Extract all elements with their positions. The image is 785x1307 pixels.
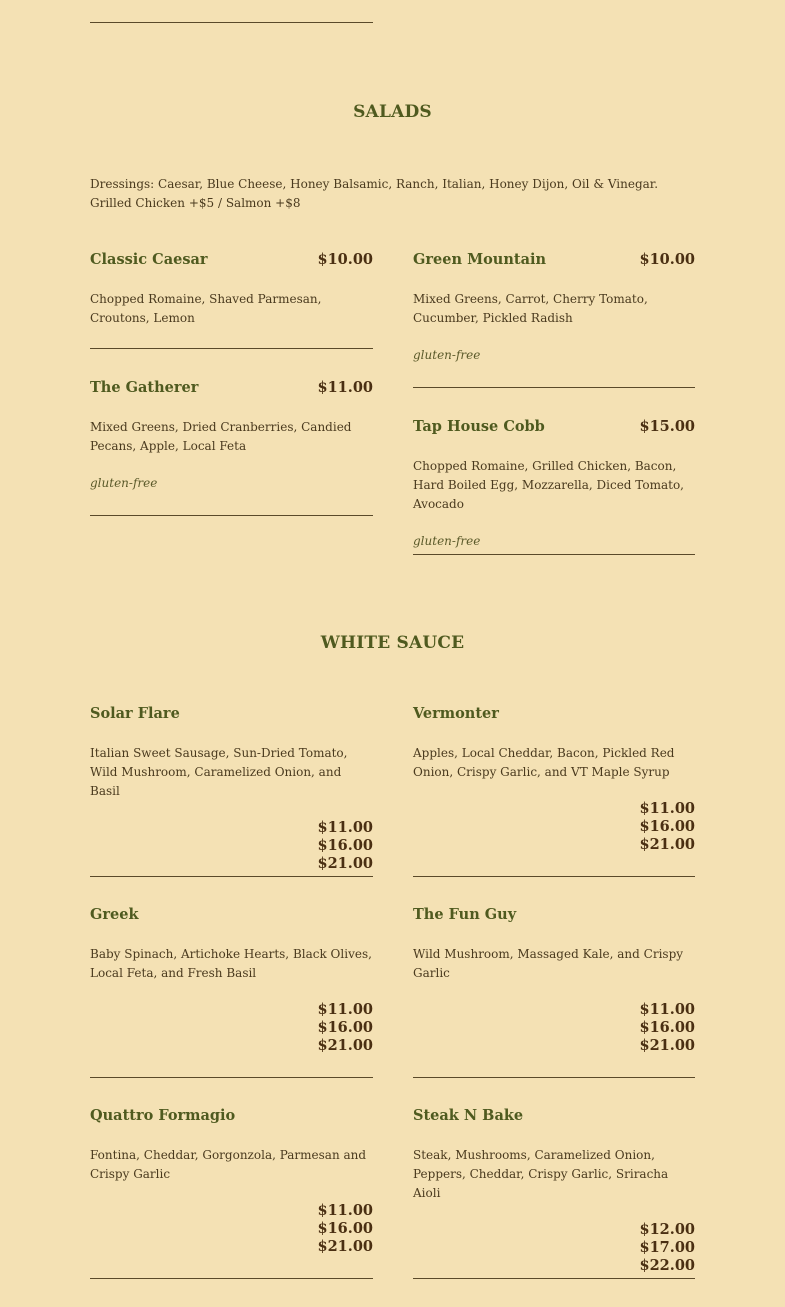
item-name: Solar Flare bbox=[90, 705, 180, 722]
menu-item-steak-n-bake bbox=[413, 1107, 695, 1275]
item-name: Green Mountain bbox=[413, 251, 547, 268]
item-divider bbox=[413, 554, 695, 555]
item-divider bbox=[413, 1077, 695, 1078]
item-description: Chopped Romaine, Grilled Chicken, Bacon, Hard Boiled Egg, Mozzarella, Diced Tomato, Avocado bbox=[413, 459, 684, 511]
size-prices bbox=[90, 1001, 373, 1055]
price-small: $11.00 bbox=[317, 819, 373, 836]
price-large: $21.00 bbox=[317, 1037, 373, 1054]
menu-item-the-fun-guy bbox=[413, 906, 695, 1055]
item-price: $15.00 bbox=[639, 418, 695, 435]
item-divider bbox=[413, 876, 695, 877]
price-large: $21.00 bbox=[317, 855, 373, 872]
price-large: $21.00 bbox=[639, 836, 695, 853]
item-name: Steak N Bake bbox=[413, 1107, 524, 1124]
price-medium: $17.00 bbox=[639, 1239, 695, 1256]
section-title-white-sauce: WHITE SAUCE bbox=[320, 633, 465, 653]
size-prices bbox=[90, 1202, 373, 1256]
price-medium: $16.00 bbox=[317, 1019, 373, 1036]
size-prices bbox=[413, 800, 695, 854]
item-divider bbox=[90, 1077, 373, 1078]
price-large: $21.00 bbox=[317, 1238, 373, 1255]
price-small: $11.00 bbox=[639, 800, 695, 817]
price-large: $21.00 bbox=[639, 1037, 695, 1054]
menu-item-solar-flare bbox=[90, 705, 373, 873]
item-divider bbox=[90, 515, 373, 516]
item-description: Fontina, Cheddar, Gorgonzola, Parmesan and Crispy Garlic bbox=[90, 1148, 367, 1181]
item-divider bbox=[90, 348, 373, 349]
menu-item-vermonter bbox=[413, 705, 695, 854]
item-name: Quattro Formagio bbox=[90, 1107, 236, 1124]
section-title-salads: SALADS bbox=[353, 102, 432, 122]
size-prices bbox=[413, 1221, 695, 1275]
item-name: Vermonter bbox=[413, 705, 499, 722]
dressings-note: Dressings: Caesar, Blue Cheese, Honey Balsamic, Ranch, Italian, Honey Dijon, Oil & Vinegar. Grilled Chicken +$5 / Salmon +$8 bbox=[90, 177, 659, 210]
item-name: Classic Caesar bbox=[90, 251, 208, 268]
item-price: $10.00 bbox=[317, 251, 373, 268]
price-small: $11.00 bbox=[317, 1202, 373, 1219]
size-prices bbox=[90, 819, 373, 873]
item-description: Baby Spinach, Artichoke Hearts, Black Olives, Local Feta, and Fresh Basil bbox=[90, 947, 372, 980]
menu-item-the-gatherer bbox=[90, 379, 373, 493]
item-divider bbox=[413, 387, 695, 388]
price-small: $12.00 bbox=[639, 1221, 695, 1238]
menu-item-quattro-formagio bbox=[90, 1107, 373, 1256]
item-description: Chopped Romaine, Shaved Parmesan, Croutons, Lemon bbox=[90, 292, 322, 325]
price-medium: $16.00 bbox=[317, 1220, 373, 1237]
price-small: $11.00 bbox=[317, 1001, 373, 1018]
item-divider bbox=[90, 1278, 373, 1279]
item-price: $11.00 bbox=[317, 379, 373, 396]
menu-item-classic-caesar bbox=[90, 251, 373, 328]
item-divider bbox=[413, 1278, 695, 1279]
size-prices bbox=[413, 1001, 695, 1055]
menu-item-greek bbox=[90, 906, 373, 1055]
price-large: $22.00 bbox=[639, 1257, 695, 1274]
item-description: Mixed Greens, Carrot, Cherry Tomato, Cucumber, Pickled Radish bbox=[413, 292, 648, 325]
price-medium: $16.00 bbox=[317, 837, 373, 854]
item-name: Tap House Cobb bbox=[413, 418, 545, 435]
item-description: Italian Sweet Sausage, Sun-Dried Tomato, Wild Mushroom, Caramelized Onion, and Basil bbox=[90, 746, 348, 798]
item-price: $10.00 bbox=[639, 251, 695, 268]
price-medium: $16.00 bbox=[639, 1019, 695, 1036]
dietary-tag: gluten-free bbox=[413, 534, 481, 548]
section-divider bbox=[90, 22, 373, 23]
item-description: Apples, Local Cheddar, Bacon, Pickled Red Onion, Crispy Garlic, and VT Maple Syrup bbox=[413, 746, 675, 779]
item-description: Steak, Mushrooms, Caramelized Onion, Peppers, Cheddar, Crispy Garlic, Sriracha Aioli bbox=[413, 1148, 669, 1200]
item-description: Mixed Greens, Dried Cranberries, Candied Pecans, Apple, Local Feta bbox=[90, 420, 352, 453]
item-name: The Fun Guy bbox=[413, 906, 517, 923]
price-medium: $16.00 bbox=[639, 818, 695, 835]
dietary-tag: gluten-free bbox=[413, 348, 481, 362]
dietary-tag: gluten-free bbox=[90, 476, 158, 490]
price-small: $11.00 bbox=[639, 1001, 695, 1018]
item-divider bbox=[90, 876, 373, 877]
item-description: Wild Mushroom, Massaged Kale, and Crispy Garlic bbox=[413, 947, 684, 980]
menu-item-tap-house-cobb bbox=[413, 418, 695, 551]
menu-item-green-mountain bbox=[413, 251, 695, 365]
item-name: Greek bbox=[90, 906, 139, 923]
item-name: The Gatherer bbox=[90, 379, 199, 396]
